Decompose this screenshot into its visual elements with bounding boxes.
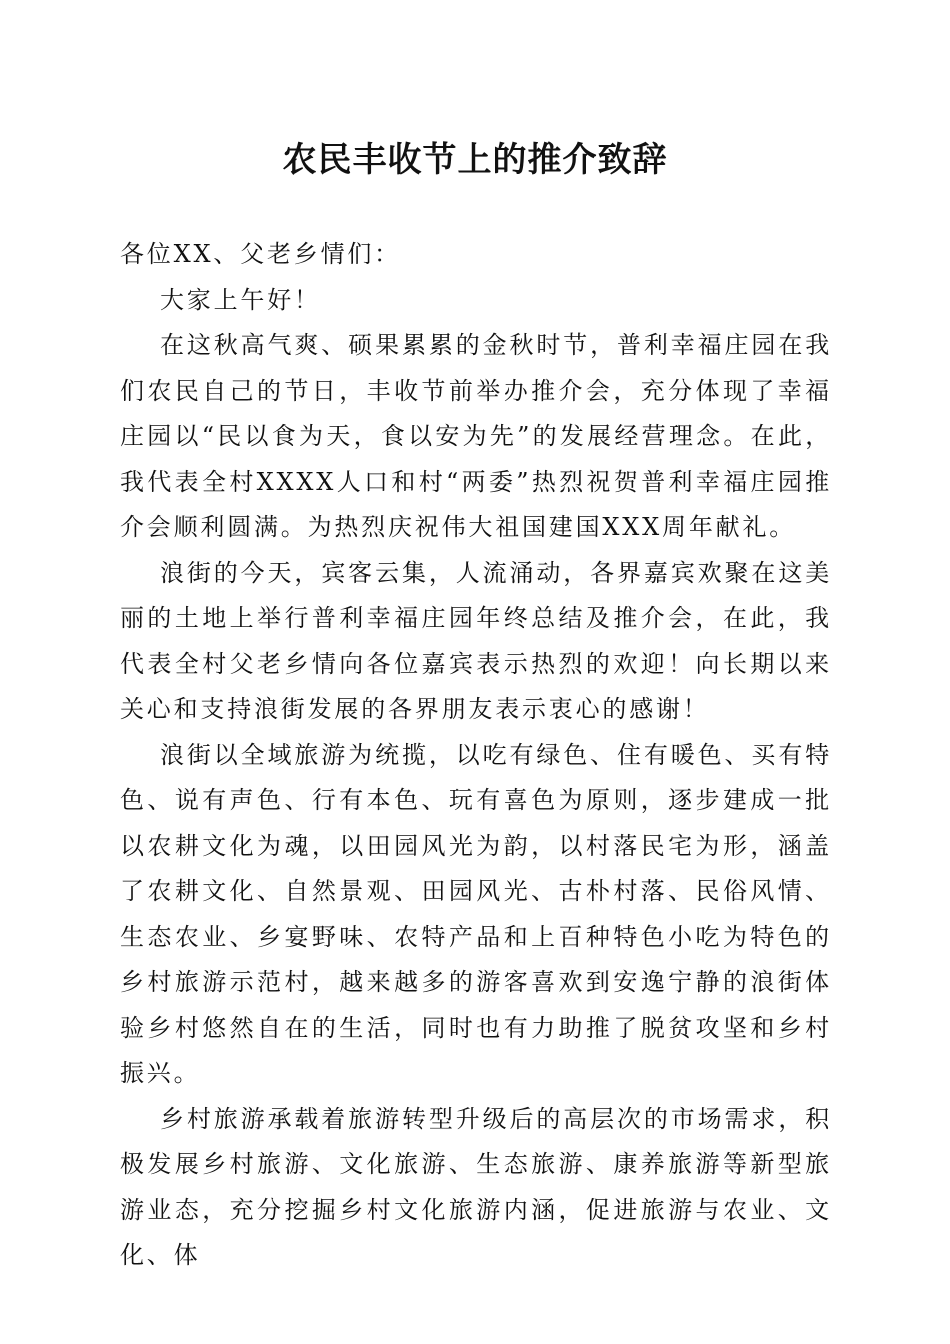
paragraph-2: 浪街的今天，宾客云集，人流涌动，各界嘉宾欢聚在这美丽的土地上举行普利幸福庄园年终总结及推介会，在此，我代表全村父老乡情向各位嘉宾表示热烈的欢迎！向长期以来关心和支持浪街发展的各界朋友表示衷心的感谢！ (120, 558, 832, 723)
greeting: 大家上午好！ (160, 285, 321, 314)
paragraph-4: 乡村旅游承载着旅游转型升级后的高层次的市场需求，积极发展乡村旅游、文化旅游、生态旅游、康养旅游等新型旅游业态，充分挖掘乡村文化旅游内涵，促进旅游与农业、文化、体 (120, 1104, 832, 1269)
document-body (120, 232, 832, 1279)
document-title: 农民丰收节上的推介致辞 (282, 140, 668, 180)
paragraph-1: 在这秋高气爽、硕果累累的金秋时节，普利幸福庄园在我们农民自己的节日，丰收节前举办推介会，充分体现了幸福庄园以“民以食为天，食以安为先”的发展经营理念。在此，我代表全村XXXX人口和村“两委”热烈祝贺普利幸福庄园推介会顺利圆满。为热烈庆祝伟大祖国建国XXX周年献礼。 (120, 331, 832, 541)
salutation: 各位XX、父老乡情们： (120, 240, 401, 268)
paragraph-3: 浪街以全域旅游为统揽，以吃有绿色、住有暖色、买有特色、说有声色、行有本色、玩有喜色为原则，逐步建成一批以农耕文化为魂，以田园风光为韵，以村落民宅为形，涵盖了农耕文化、自然景观、田园风光、古朴村落、民俗风情、生态农业、乡宴野味、农特产品和上百种特色小吃为特色的乡村旅游示范村，越来越多的游客喜欢到安逸宁静的浪街体验乡村悠然自在的生活，同时也有力助推了脱贫攻坚和乡村振兴。 (120, 740, 832, 1087)
